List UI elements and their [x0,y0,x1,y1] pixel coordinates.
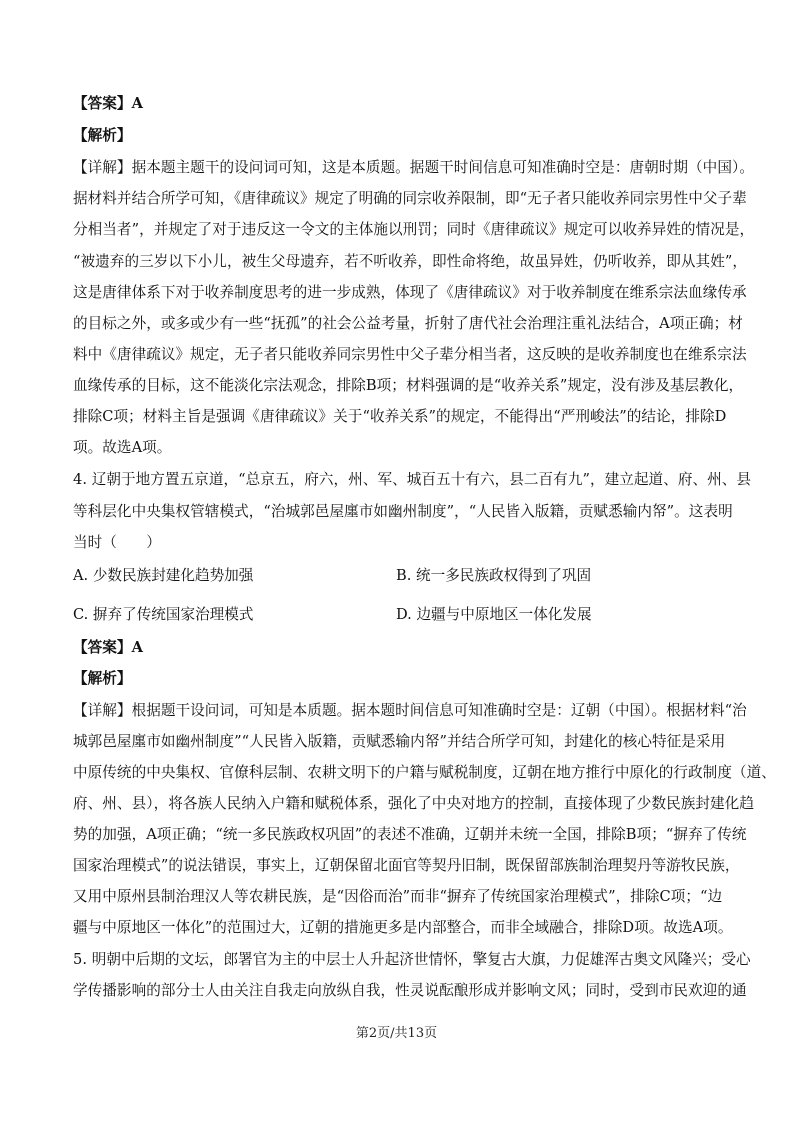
page-number-footer: 第2页/共13页 [355,1026,438,1041]
q5-stem-line: 5. 明朝中后期的文坛，郎署官为主的中层士人升起济世情怀，擎复古大旗，力促雄浑古奥文风隆兴；受心 [73,951,751,968]
q3-detail-line: 分相当者”，并规定了对于违反这一令文的主体施以刑罚；同时《唐律疏议》规定可以收养异姓的情况是， [73,221,755,238]
q4-option-a: A. 少数民族封建化趋势加强 [73,567,254,584]
q4-stem-line: 4. 辽朝于地方置五京道，“总京五，府六，州、军、城百五十有六，县二百有九”，建立起道、府、州、县 [73,471,752,488]
q4-stem-line: 等科层化中央集权管辖模式，“治城郭邑屋廛市如幽州制度”，“人民皆入版籍，贡赋悉输内帑”。这表明 [73,503,733,520]
q4-option-d: D. 边疆与中原地区一体化发展 [396,606,592,623]
q4-option-b: B. 统一多民族政权得到了巩固 [396,567,592,584]
q3-detail-line: 料中《唐律疏议》规定，无子者只能收养同宗男性中父子辈分相当者，这反映的是收养制度也在维系宗法 [73,346,747,363]
q4-detail-line: 国家治理模式”的说法错误，事实上，辽朝保留北面官等契丹旧制，既保留部族制治理契丹等游牧民族， [73,857,740,874]
q3-detail-line: 这是唐律体系下对于收养制度思考的进一步成熟，体现了《唐律疏议》对于收养制度在维系宗法血缘传承 [73,284,747,301]
q3-detail-line: “被遗弃的三岁以下小儿，被生父母遗弃，若不听收养，即性命将绝，故虽异姓，仍听收养，即从其姓”， [73,253,747,270]
q3-detail-line: 血缘传承的目标，这不能淡化宗法观念，排除B项；材料强调的是“收养关系”规定，没有涉及基层教化， [73,377,744,394]
q4-detail-line: 势的加强，A项正确；“统一多民族政权巩固”的表述不准确，辽朝并未统一全国，排除B项；“摒弃了传统 [73,826,747,843]
q4-option-c: C. 摒弃了传统国家治理模式 [73,606,254,623]
q4-detail-line: 城郭邑屋廛市如幽州制度”“人民皆入版籍，贡赋悉输内帑”并结合所学可知，封建化的核心特征是采用 [73,733,726,750]
q4-detail-line: 【详解】根据题干设问词，可知是本质题。据本题时间信息可知准确时空是：辽朝（中国）。根据材料“治 [73,702,747,719]
q4-detail-line: 又用中原州县制治理汉人等农耕民族，是“因俗而治”而非“摒弃了传统国家治理模式”，排除C项；“边 [73,888,723,905]
q4-answer: 【答案】A [73,639,143,656]
q3-detail-line: 据材料并结合所学可知，《唐律疏议》规定了明确的同宗收养限制，即“无子者只能收养同宗男性中父子辈 [73,190,747,207]
q3-detail-line: 项。故选A项。 [73,439,172,456]
q4-analysis-label: 【解析】 [73,670,132,687]
q4-detail-line: 府、州、县），将各族人民纳入户籍和赋税体系，强化了中央对地方的控制，直接体现了少数民族封建化趋 [73,795,754,812]
q3-detail-line: 的目标之外，或多或少有一些“抚孤”的社会公益考量，折射了唐代社会治理注重礼法结合，A项正确；材 [73,315,743,332]
q3-answer: 【答案】A [73,95,143,112]
q5-stem-line: 学传播影响的部分士人由关注自我走向放纵自我，性灵说酝酿形成并影响文风；同时，受到市民欢迎的通 [73,982,747,999]
q4-detail-line: 疆与中原地区一体化”的范围过大，辽朝的措施更多是内部整合，而非全域融合，排除D项。故选A项。 [73,919,733,936]
q3-detail-line: 排除C项；材料主旨是强调《唐律疏议》关于“收养关系”的规定，不能得出“严刑峻法”的结论，排除D [73,408,727,425]
q4-detail-line: 中原传统的中央集权、官僚科层制、农耕文明下的户籍与赋税制度，辽朝在地方推行中原化的行政制度（道、 [73,764,776,781]
q3-analysis-label: 【解析】 [73,127,132,144]
q4-stem-line: 当时（ ） [73,534,161,551]
q3-detail-line: 【详解】据本题主题干的设问词可知，这是本质题。据题干时间信息可知准确时空是：唐朝时期（中国）。 [73,159,754,176]
